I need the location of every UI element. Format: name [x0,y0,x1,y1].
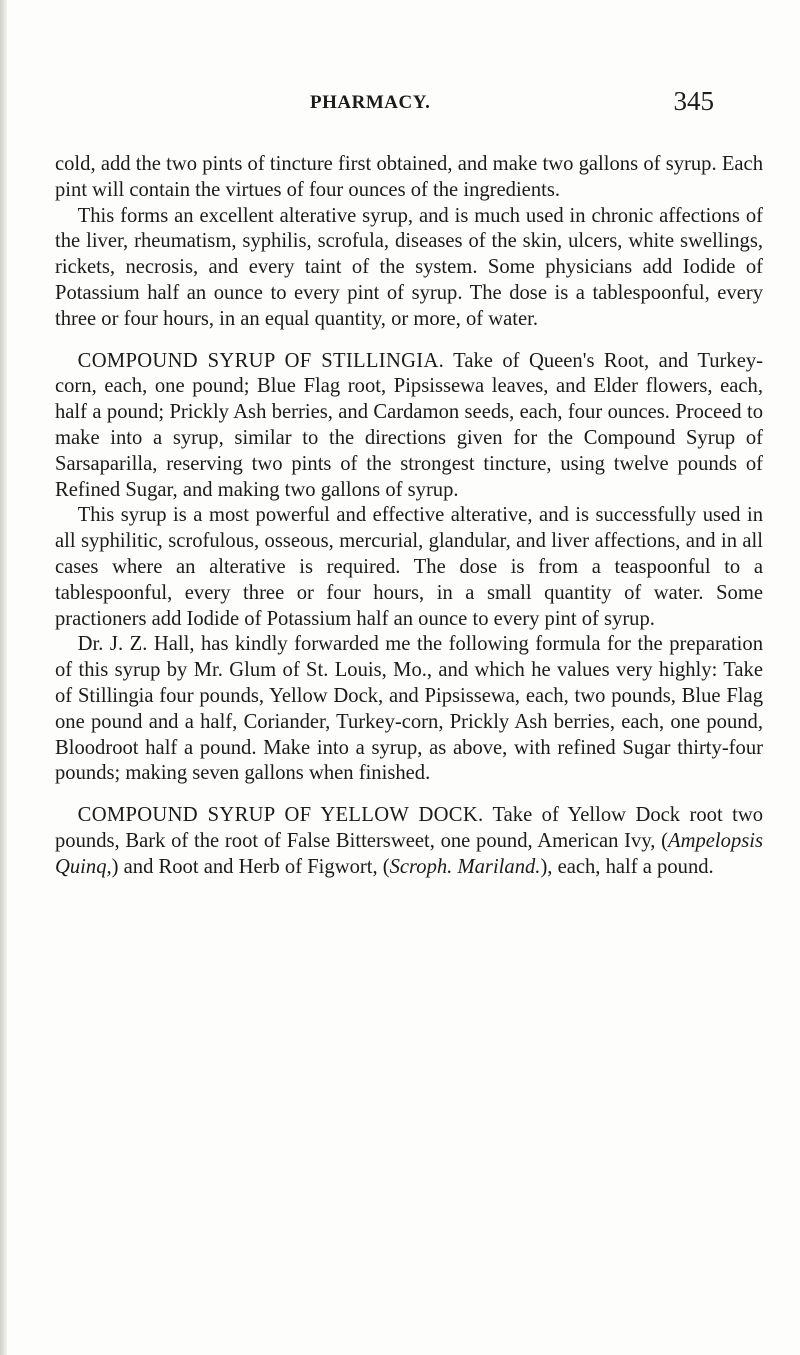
yellow-dock-text-a: Take of Yellow Dock root two pounds, Bark of the root of False Bittersweet, one pound, American Ivy, ( [55,804,763,852]
body-text [55,152,763,881]
paragraph-compound-syrup-stillingia [55,349,763,504]
paragraph-hall-formula: Dr. J. Z. Hall, has kindly forwarded me the following formula for the preparation of this syrup by Mr. Glum of St. Louis, Mo., and which he values very highly: Take of Stillingia four pounds, Yellow Dock, and Pipsissewa, each, two pounds, Blue Flag one pound and a half, Coriander, Turkey-corn, Prickly Ash berries, each, one pound, Bloodroot half a pound. Make into a syrup, as above, with refined Sugar thirty-four pounds; making seven gallons when finished. [55,633,763,785]
yellow-dock-text-b: ) and Root and Herb of Figwort, ( [111,855,390,878]
running-head: PHARMACY. [310,92,431,113]
section-gap [55,333,763,349]
section-heading-yellow-dock: COMPOUND SYRUP OF YELLOW DOCK. [77,804,484,827]
page-number: 345 [673,86,714,116]
section-heading-stillingia: COMPOUND SYRUP OF STILLINGIA. [77,349,445,372]
paragraph-stillingia-uses: This syrup is a most powerful and effective alterative, and is successfully used in all syphilitic, scrofulous, osseous, mercurial, glandular, and liver affections, and in all cases where an alterative is required. The dose is from a teaspoonful to a tablespoonful, every three or four hours, in a small quantity of water. Some practioners add Iodide of Potassium half an ounce to every pint of syrup. [55,504,763,630]
yellow-dock-latin-name-a: Ampelopsis Quinq, [55,829,763,878]
stillingia-recipe-text: Take of Queen's Root, and Turkey-corn, each, one pound; Blue Flag root, Pipsissewa leaves, and Elder flowers, each, half a pound; Prickly Ash berries, and Cardamon seeds, each, four ounces. Proceed to make into a syrup, similar to the directions given for the Compound Syrup of Sarsaparilla, reserving two pints of the strongest tincture, using twelve pounds of Refined Sugar, and making two gallons of syrup. [55,349,764,501]
yellow-dock-text-c: ), each, half a pound. [540,855,714,878]
paragraph-alterative-syrup: This forms an excellent alterative syrup, and is much used in chronic affections of the liver, rheumatism, syphilis, scrofula, diseases of the skin, ulcers, white swellings, rickets, necrosis, and every taint of the system. Some physicians add Iodide of Potassium half an ounce to every pint of syrup. The dose is a tablespoonful, every three or four hours, in an equal quantity, or more, of water. [55,204,763,330]
yellow-dock-latin-name-b: Scroph. Mariland. [389,855,541,878]
paragraph-continuation: cold, add the two pints of tincture first obtained, and make two gallons of syrup. Each pint will contain the virtues of four ounces of the ingredients. [55,153,763,201]
section-gap [55,787,763,803]
paragraph-compound-syrup-yellow-dock [55,803,763,880]
page-gutter-edge [0,0,7,1355]
